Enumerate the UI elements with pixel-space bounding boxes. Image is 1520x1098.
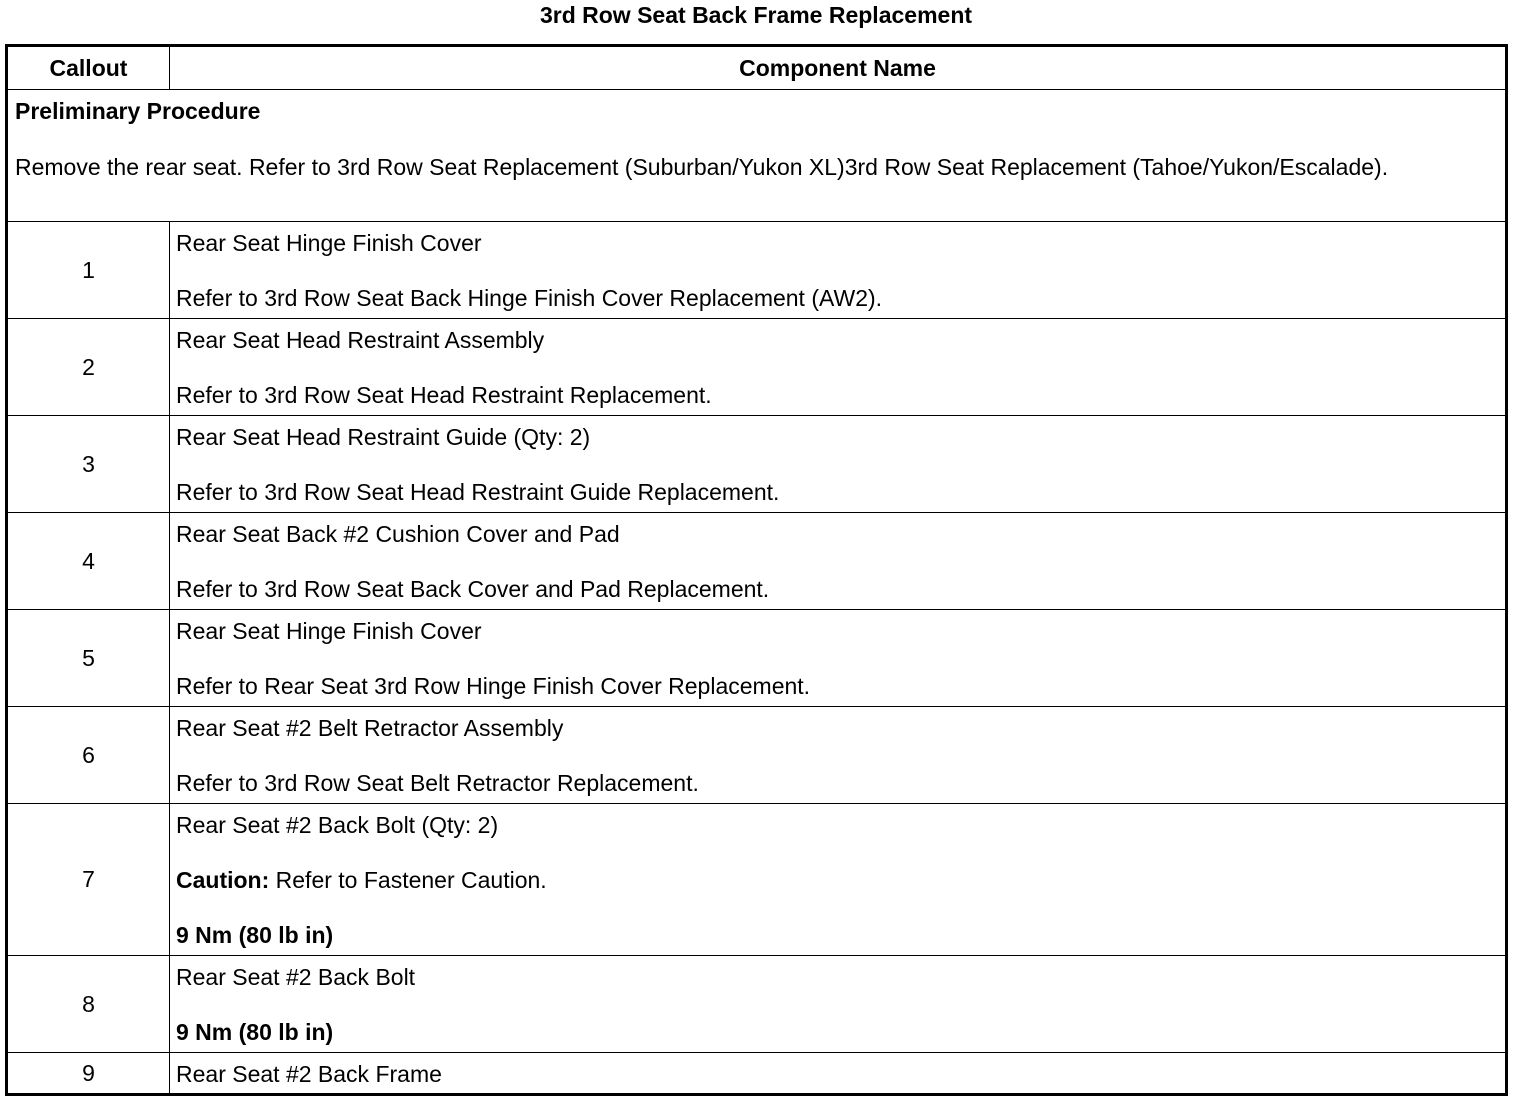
component-cell <box>170 707 1507 804</box>
table-row <box>7 1053 1507 1095</box>
component-cell <box>170 513 1507 610</box>
table-row <box>7 319 1507 416</box>
caution-text: Refer to Fastener Caution. <box>269 867 547 893</box>
caution-note <box>176 865 1499 895</box>
component-cell <box>170 956 1507 1053</box>
preliminary-text: Remove the rear seat. Refer to 3rd Row Seat Replacement (Suburban/Yukon XL)3rd Row Seat Replacement (Tahoe/Yukon/Escalade). <box>15 154 1389 180</box>
component-name: Rear Seat #2 Back Frame <box>176 1061 442 1087</box>
component-name: Rear Seat Back #2 Cushion Cover and Pad <box>176 521 620 547</box>
component-reference: Refer to 3rd Row Seat Back Cover and Pad Replacement. <box>176 576 770 602</box>
callout-number: 3 <box>7 416 170 513</box>
preliminary-row <box>7 90 1507 222</box>
component-reference: Refer to 3rd Row Seat Belt Retractor Replacement. <box>176 770 699 796</box>
component-name: Rear Seat Head Restraint Assembly <box>176 327 545 353</box>
callout-number: 2 <box>7 319 170 416</box>
component-reference: Refer to 3rd Row Seat Head Restraint Replacement. <box>176 382 712 408</box>
table-row <box>7 416 1507 513</box>
component-table <box>5 44 1508 1096</box>
component-name: Rear Seat #2 Back Bolt <box>176 964 416 990</box>
component-cell <box>170 222 1507 319</box>
document-title: 3rd Row Seat Back Frame Replacement <box>539 2 973 28</box>
callout-number: 6 <box>7 707 170 804</box>
component-cell <box>170 319 1507 416</box>
component-name: Rear Seat Head Restraint Guide (Qty: 2) <box>176 424 591 450</box>
component-name: Rear Seat #2 Back Bolt (Qty: 2) <box>176 812 499 838</box>
component-reference: Refer to 3rd Row Seat Back Hinge Finish Cover Replacement (AW2). <box>176 285 883 311</box>
callout-number: 7 <box>7 804 170 956</box>
component-name: Rear Seat Hinge Finish Cover <box>176 618 482 644</box>
table-row <box>7 956 1507 1053</box>
component-cell <box>170 610 1507 707</box>
callout-number: 4 <box>7 513 170 610</box>
table-row <box>7 707 1507 804</box>
component-cell <box>170 416 1507 513</box>
component-reference: Refer to 3rd Row Seat Head Restraint Guide Replacement. <box>176 479 780 505</box>
table-row <box>7 610 1507 707</box>
component-cell <box>170 1053 1507 1095</box>
caution-label: Caution: <box>176 867 270 893</box>
component-name-header: Component Name <box>170 46 1507 90</box>
table-row <box>7 222 1507 319</box>
component-cell <box>170 804 1507 956</box>
callout-number: 8 <box>7 956 170 1053</box>
callout-header: Callout <box>7 46 170 90</box>
preliminary-title: Preliminary Procedure <box>15 98 261 124</box>
callout-number: 5 <box>7 610 170 707</box>
table-header-row <box>7 46 1507 90</box>
callout-number: 9 <box>7 1053 170 1095</box>
table-row <box>7 804 1507 956</box>
component-name: Rear Seat Hinge Finish Cover <box>176 230 482 256</box>
preliminary-cell <box>7 90 1507 222</box>
torque-spec: 9 Nm (80 lb in) <box>176 1019 334 1045</box>
callout-number: 1 <box>7 222 170 319</box>
table-row <box>7 513 1507 610</box>
component-reference: Refer to Rear Seat 3rd Row Hinge Finish Cover Replacement. <box>176 673 811 699</box>
component-name: Rear Seat #2 Belt Retractor Assembly <box>176 715 564 741</box>
torque-spec: 9 Nm (80 lb in) <box>176 922 334 948</box>
